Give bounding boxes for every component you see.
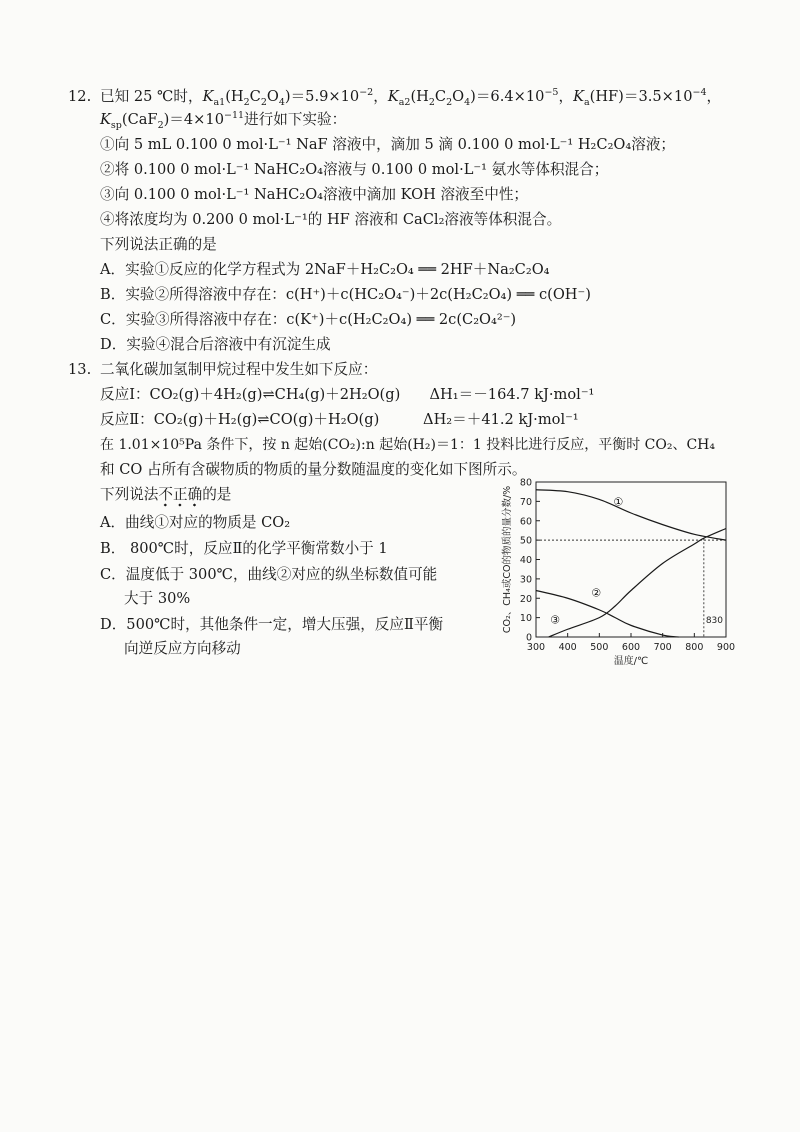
x-tick-label: 300 <box>526 642 546 653</box>
ksp-value: )＝4×10 <box>163 111 224 128</box>
q13-condition: 在 1.01×10⁵Pa 条件下，按 n 起始(CO₂):n 起始(H₂)＝1：1 投料比进行反应，平衡时 CO₂、CH₄ <box>100 437 715 453</box>
q13-prompt-b: 的是 <box>202 486 232 503</box>
q12-option-d: D．实验④混合后溶液中有沉淀生成 <box>100 336 331 353</box>
q12-intro: 已知 25 ℃时， <box>100 88 203 105</box>
kahf-symbol: K <box>573 88 584 105</box>
ka1-arg-mid: C <box>249 88 261 105</box>
ksp-arg: (CaF <box>121 111 158 128</box>
q12-prompt: 下列说法正确的是 <box>100 236 217 253</box>
experiment-1: ①向 5 mL 0.100 0 mol·L⁻¹ NaF 溶液中，滴加 5 滴 0.100 0 mol·L⁻¹ H₂C₂O₄溶液； <box>100 136 676 153</box>
kahf-value: (HF)＝3.5×10 <box>589 88 693 105</box>
y-axis-label: CO₂、CH₄或CO的物质的量分数/% <box>502 485 513 634</box>
q12-option-b: B．实验②所得溶液中存在：c(H⁺)＋c(HC₂O₄⁻)＋2c(H₂C₂O₄) ══ c(OH⁻) <box>100 286 591 303</box>
x-tick-label: 500 <box>590 642 609 653</box>
q12-line1-tail: ， <box>706 88 722 105</box>
y-tick-label: 40 <box>519 555 532 566</box>
series-label-2: ② <box>591 586 602 600</box>
x-tick-label: 800 <box>685 642 704 653</box>
x-tick-label: 900 <box>716 642 736 653</box>
ksp-sub: sp <box>110 119 122 131</box>
q13-condition-2: 和 CO 占所有含碳物质的物质的量分数随温度的变化如下图所示。 <box>100 461 527 478</box>
y-tick-label: 0 <box>525 632 532 644</box>
y-tick-label: 30 <box>519 574 532 586</box>
ka2-arg: (H <box>410 88 429 105</box>
q13-prompt-a: 下列说法 <box>100 486 159 503</box>
y-tick-label: 10 <box>519 613 532 625</box>
series-curve-1 <box>536 490 726 540</box>
q13-stem: 二氧化碳加氢制甲烷过程中发生如下反应： <box>100 361 378 378</box>
ka1-value: )＝5.9×10 <box>284 88 360 105</box>
ka2-arg-mid2: O <box>452 88 465 105</box>
y-tick-label: 20 <box>519 593 532 605</box>
q13-option-d-line1: D．500℃时，其他条件一定，增大压强，反应Ⅱ平衡 <box>100 616 444 633</box>
ka2-arg-sub3: 4 <box>464 96 471 108</box>
mole-fraction-chart <box>496 474 746 684</box>
ka1-exp: −2 <box>359 87 374 99</box>
ka2-sub: a2 <box>398 96 411 108</box>
ksp-symbol: K <box>100 111 111 128</box>
y-tick-label: 70 <box>519 496 532 508</box>
ka2-value: )＝6.4×10 <box>470 88 545 105</box>
x-tick-label: 700 <box>653 642 672 653</box>
series-label-1: ① <box>613 495 624 509</box>
ka2-symbol: K <box>387 88 399 105</box>
kahf-exp: −4 <box>692 87 707 99</box>
reaction-1: 反应Ⅰ：CO₂(g)＋4H₂(g)⇌CH₄(g)＋2H₂O(g) ΔH₁＝－164.7 kJ·mol⁻¹ <box>100 386 595 403</box>
q13-option-c-line2: 大于 30% <box>124 590 191 607</box>
q13-option-b: B． 800℃时，反应Ⅱ的化学平衡常数小于 1 <box>100 540 388 557</box>
ka1-symbol: K <box>202 88 214 105</box>
ka1-arg-sub1: 2 <box>243 96 250 108</box>
ksp-exp: −11 <box>223 110 245 122</box>
q13-prompt-emphasis: 不正确 <box>158 486 202 507</box>
ka2-arg-mid: C <box>434 88 447 105</box>
kahf-sub: a <box>583 96 590 108</box>
plot-frame <box>536 482 726 637</box>
y-tick-label: 60 <box>519 516 532 528</box>
q12-option-c: C．实验③所得溶液中存在：c(K⁺)＋c(H₂C₂O₄) ══ 2c(C₂O₄²⁻) <box>100 311 517 328</box>
ka2-arg-sub2: 2 <box>446 96 453 108</box>
q12-option-a: A．实验①反应的化学方程式为 2NaF＋H₂C₂O₄ ══ 2HF＋Na₂C₂O₄ <box>100 261 550 278</box>
experiment-3: ③向 0.100 0 mol·L⁻¹ NaHC₂O₄溶液中滴加 KOH 溶液至中性； <box>100 186 529 203</box>
ka1-arg: (H <box>225 88 244 105</box>
ka1-arg-mid2: O <box>266 88 279 105</box>
experiment-2: ②将 0.100 0 mol·L⁻¹ NaHC₂O₄溶液与 0.100 0 mol·L⁻¹ 氨水等体积混合； <box>100 161 609 178</box>
ka2-arg-sub1: 2 <box>428 96 435 108</box>
q12-line2-tail: 进行如下实验： <box>244 111 347 128</box>
q13-option-a: A．曲线①对应的物质是 CO₂ <box>100 514 291 531</box>
y-tick-label: 80 <box>519 477 532 489</box>
ksp-arg-sub: 2 <box>157 119 164 131</box>
q13-option-c-line1: C．温度低于 300℃，曲线②对应的纵坐标数值可能 <box>100 566 438 583</box>
question-12-number: 12. <box>68 88 92 105</box>
ka1-sub: a1 <box>213 96 226 108</box>
x-axis-label: 温度/℃ <box>613 656 649 667</box>
series-curve-3 <box>549 529 726 638</box>
marker-label-830: 830 <box>705 616 724 626</box>
q12-line1: 已知 25 ℃时，$K_{a1}(H_2C_2O_4)=5.9\times 10^{-2}$，$K_{a2}(H_2C_2O_4)=6.4\times 10^{-5}$，$K_a(HF)=3.5\times 10^{-4}$， <box>100 87 722 108</box>
x-tick-label: 600 <box>621 642 641 653</box>
ka2-exp: −5 <box>544 87 559 99</box>
series-label-3: ③ <box>550 613 560 627</box>
x-tick-label: 400 <box>558 642 577 653</box>
reaction-2: 反应Ⅱ：CO₂(g)＋H₂(g)⇌CO(g)＋H₂O(g) ΔH₂＝＋41.2 kJ·mol⁻¹ <box>100 411 579 428</box>
experiment-4: ④将浓度均为 0.200 0 mol·L⁻¹的 HF 溶液和 CaCl₂溶液等体积混合。 <box>100 211 562 228</box>
q13-prompt <box>100 485 231 505</box>
q12-line2 <box>100 110 346 130</box>
question-13-number: 13. <box>68 361 92 378</box>
y-tick-label: 50 <box>519 535 532 547</box>
q13-option-d-line2: 向逆反应方向移动 <box>124 640 241 657</box>
ka1-arg-sub2: 2 <box>260 96 267 108</box>
ka1-arg-sub3: 4 <box>278 96 285 108</box>
